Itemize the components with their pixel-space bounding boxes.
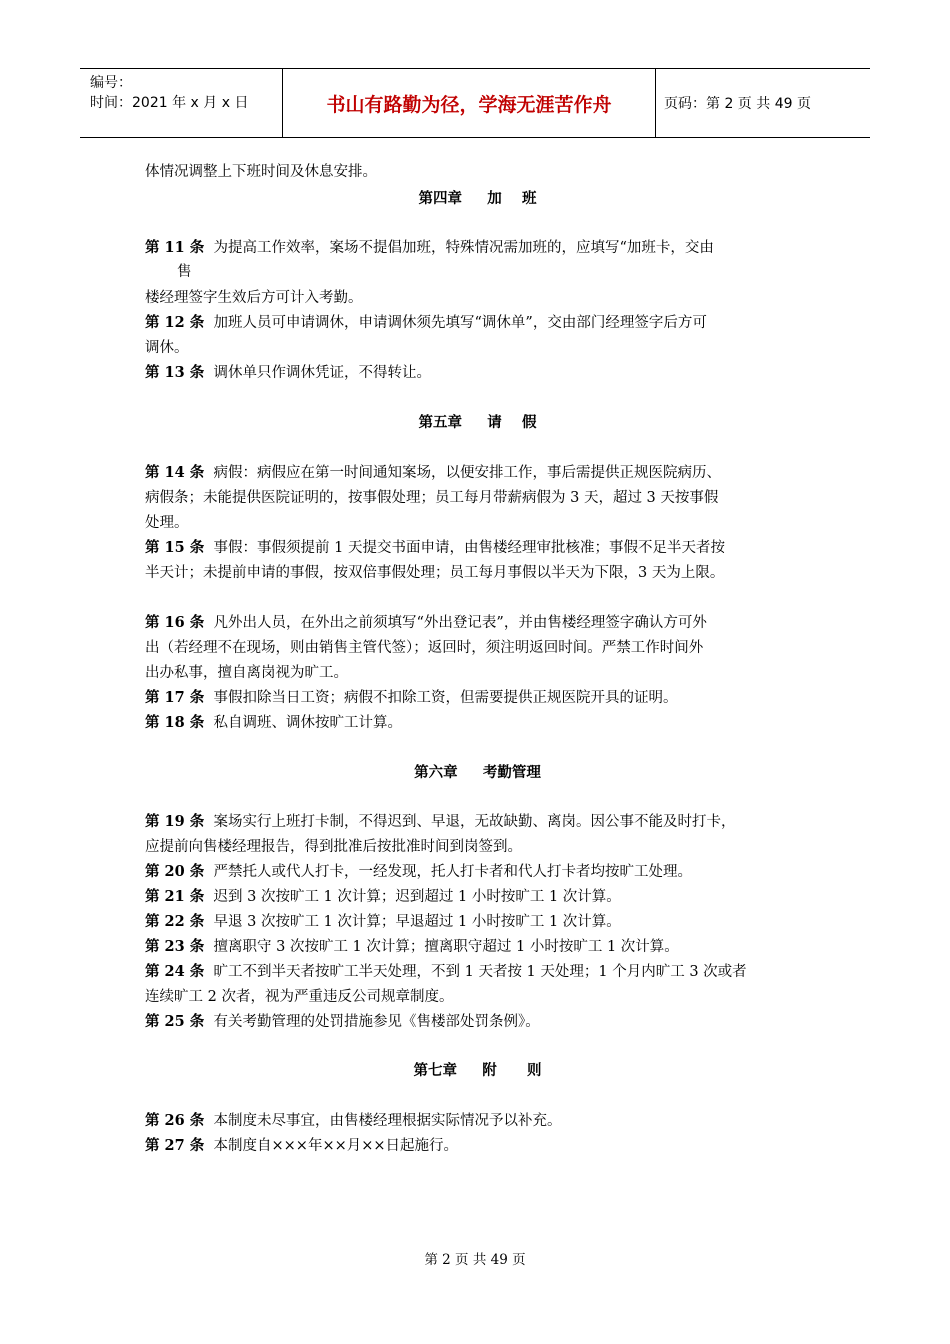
text-line: 楼经理签字生效后方可计入考勤。 — [145, 290, 363, 306]
article-line — [145, 361, 431, 382]
header-motto: 书山有路勤为径，学海无涯苦作舟 — [326, 93, 612, 116]
article-number: 第 18 条 — [145, 714, 205, 731]
article-line — [145, 860, 692, 881]
article-text: 本制度自×××年××月××日起施行。 — [213, 1138, 459, 1154]
page-footer: 第 2 页 共 49 页 — [424, 1252, 526, 1268]
article-text: 严禁托人或代人打卡，一经发现，托人打卡者和代人打卡者均按旷工处理。 — [213, 864, 692, 880]
article-line — [145, 686, 678, 707]
article-number: 第 15 条 — [145, 539, 205, 556]
article-text: 事假：事假须提前 1 天提交书面申请，由售楼经理审批核准；事假不足半天者按 — [213, 540, 725, 556]
article-number: 第 26 条 — [145, 1112, 205, 1129]
article-line — [145, 1109, 562, 1130]
article-text: 加班人员可申请调休，申请调休须先填写“调休单”，交由部门经理签字后方可 — [213, 315, 707, 331]
article-number: 第 14 条 — [145, 464, 205, 481]
article-line — [145, 1134, 458, 1155]
article-line — [145, 611, 707, 632]
header-meta — [90, 73, 248, 113]
text-line: 半天计；未提前申请的事假，按双倍事假处理；员工每月事假以半天为下限，3 天为上限。 — [145, 565, 725, 581]
article-number: 第 23 条 — [145, 938, 205, 955]
article-number: 第 25 条 — [145, 1013, 205, 1030]
article-line — [145, 711, 402, 732]
article-text: 案场实行上班打卡制，不得迟到、早退，无故缺勤、离岗。因公事不能及时打卡， — [213, 814, 736, 830]
article-text: 调休单只作调休凭证，不得转让。 — [213, 365, 431, 381]
text-line: 出办私事，擅自离岗视为旷工。 — [145, 665, 348, 681]
article-line — [145, 910, 621, 931]
doc-date: 时间：2021 年 x 月 x 日 — [90, 95, 249, 111]
article-number: 第 12 条 — [145, 314, 205, 331]
article-number: 第 17 条 — [145, 689, 205, 706]
text-line: 体情况调整上下班时间及休息安排。 — [145, 164, 377, 180]
article-text: 迟到 3 次按旷工 1 次计算；迟到超过 1 小时按旷工 1 次计算。 — [213, 889, 621, 905]
text-line: 处理。 — [145, 515, 189, 531]
text-line: 出（若经理不在现场，则由销售主管代签）；返回时，须注明返回时间。严禁工作时间外 — [145, 640, 704, 656]
article-text: 早退 3 次按旷工 1 次计算；早退超过 1 小时按旷工 1 次计算。 — [213, 914, 621, 930]
text-line: 调休。 — [145, 340, 189, 356]
text-line: 应提前向售楼经理报告，得到批准后按批准时间到岗签到。 — [145, 839, 522, 855]
article-line — [145, 311, 707, 332]
article-number: 第 11 条 — [145, 239, 205, 256]
article-number: 第 19 条 — [145, 813, 205, 830]
article-text: 为提高工作效率，案场不提倡加班，特殊情况需加班的，应填写“加班卡，交由 — [213, 240, 714, 256]
article-number: 第 20 条 — [145, 863, 205, 880]
article-text: 私自调班、调休按旷工计算。 — [213, 715, 402, 731]
chapter-title: 第四章 加 班 — [418, 190, 537, 207]
header-divider — [655, 69, 656, 137]
article-line — [145, 810, 736, 831]
text-line: 病假条；未能提供医院证明的，按事假处理；员工每月带薪病假为 3 天，超过 3 天按事假 — [145, 490, 719, 506]
article-text: 擅离职守 3 次按旷工 1 次计算；擅离职守超过 1 小时按旷工 1 次计算。 — [213, 939, 679, 955]
chapter-title: 第六章 考勤管理 — [414, 764, 541, 781]
article-line — [145, 461, 721, 482]
article-number: 第 22 条 — [145, 913, 205, 930]
doc-number: 编号： — [90, 75, 132, 91]
article-number: 第 27 条 — [145, 1137, 205, 1154]
article-line — [145, 536, 725, 557]
text-line: 连续旷工 2 次者，视为严重违反公司规章制度。 — [145, 989, 454, 1005]
header-page-info: 页码：第 2 页 共 49 页 — [664, 96, 811, 112]
article-number: 第 24 条 — [145, 963, 205, 980]
article-line — [145, 885, 621, 906]
article-text: 凡外出人员，在外出之前须填写“外出登记表”，并由售楼经理签字确认方可外 — [213, 615, 707, 631]
article-line — [145, 1010, 540, 1031]
article-text: 病假：病假应在第一时间通知案场，以便安排工作，事后需提供正规医院病历、 — [213, 465, 721, 481]
article-text: 旷工不到半天者按旷工半天处理，不到 1 天者按 1 天处理；1 个月内旷工 3 次或者 — [213, 964, 747, 980]
article-line — [145, 960, 747, 981]
article-text: 本制度未尽事宜，由售楼经理根据实际情况予以补充。 — [213, 1113, 562, 1129]
article-line — [145, 236, 714, 257]
article-number: 第 21 条 — [145, 888, 205, 905]
chapter-title: 第七章 附 则 — [413, 1062, 542, 1079]
article-number: 第 16 条 — [145, 614, 205, 631]
chapter-title: 第五章 请 假 — [418, 414, 537, 431]
article-line — [145, 935, 679, 956]
article-text: 事假扣除当日工资；病假不扣除工资，但需要提供正规医院开具的证明。 — [213, 690, 678, 706]
text-line: 售 — [177, 264, 192, 280]
article-text: 有关考勤管理的处罚措施参见《售楼部处罚条例》。 — [213, 1014, 540, 1030]
article-number: 第 13 条 — [145, 364, 205, 381]
page-header — [80, 68, 870, 138]
